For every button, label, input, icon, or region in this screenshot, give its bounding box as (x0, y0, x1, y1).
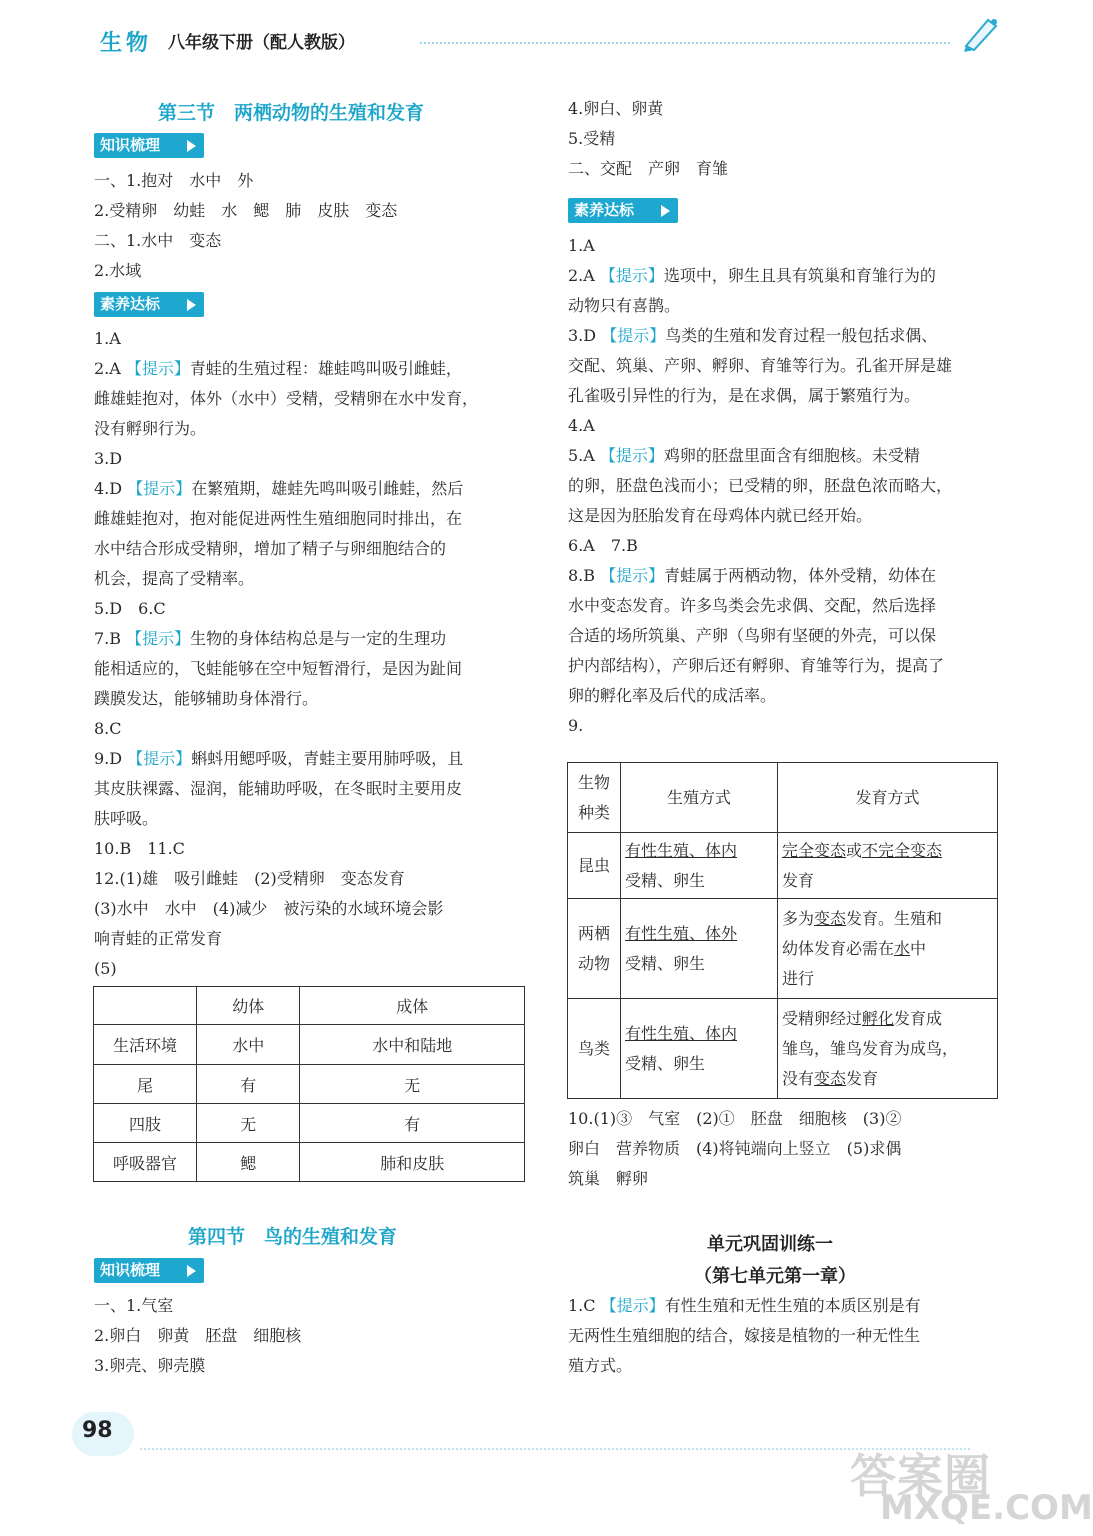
subject-title: 生物 (100, 31, 153, 56)
grade-edition: 八年级下册（配人教版） (168, 33, 355, 53)
answers-left: 1.A 2.A 【提示】青蛙的生殖过程：雄蛙鸣叫吸引雌蛙， 雌雄蛙抱对，体外（水中）受精，受精卵在水中发育， 没有孵卵行为。 3.D 4.D 【提示】在繁殖期，雄蛙先鸣叫吸引雌蛙，然后 雌雄蛙抱对，抱对能促进两性生殖细胞同时排出，在 水中结合形成受精卵，增加了精子与卵细胞结合的 机会，提高了受精率。 5.D 6.C 7.B 【提示】生物的身体结构总是与一定的生理功 能相适应的，飞蛙能够在空中短暂滑行，是因为趾间 蹼膜发达，能够辅助身体滑行。 8.C 9.D 【提示】蝌蚪用鳃呼吸，青蛙主要用肺呼吸，且 其皮肤裸露、湿润，能辅助呼吸，在冬眠时主要用皮 肤呼吸。 10.B 11.C 12.(1)雄 吸引雌蛙 (2)受精卵 变态发育 (3)水中 水中 (4)减少 被污染的水域环境会影 响青蛙的正常发育 (5) (94, 329, 479, 978)
tag-suyang-2: 素养达标 (568, 198, 678, 223)
answers-right: 1.A 2.A 【提示】选项中，卵生且具有筑巢和育雏行为的 动物只有喜鹊。 3.D 【提示】鸟类的生殖和发育过程一般包括求偶、 交配、筑巢、产卵、孵卵、育雏等行为。孔雀开屏是雄 孔雀吸引异性的行为，是在求偶，属于繁殖行为。 4.A 5.A 【提示】鸡卵的胚盘里面含有细胞核。未受精 的卵，胚盘色浅而小；已受精的卵，胚盘色浓而略大， 这是因为胚胎发育在母鸡体内就已经开始。 6.A 7.B 8.B 【提示】青蛙属于两栖动物，体外受精，幼体在 水中变态发育。许多鸟类会先求偶、交配，然后选择 合适的场所筑巢、产卵（鸟卵有坚硬的外壳，可以保 护内部结构），产卵后还有孵卵、育雏等行为，提高了 卵的孵化率及后代的成活率。 9. (568, 236, 953, 735)
frog-comparison-table: 幼体 成体 生活环境 水中 水中和陆地 尾 有 无 四肢 无 有 呼吸器官 鳃 肺和皮肤 (93, 986, 525, 1182)
table-row: 四肢 无 有 (94, 1104, 525, 1143)
section-3-title: 第三节 两栖动物的生殖和发育 (158, 102, 425, 124)
table-row: 两栖 动物 有性生殖、体外 受精、卵生 多为变态发育。生殖和 幼体发育必需在水中 进行 (568, 899, 998, 999)
page-number: 98 (82, 1418, 113, 1443)
footer-divider (140, 1448, 970, 1450)
unit-review-title: 单元巩固训练一 (707, 1234, 833, 1255)
play-arrow-icon (661, 205, 670, 217)
watermark-url: MXQE.COM (880, 1488, 1093, 1528)
tag-suyang-1: 素养达标 (94, 292, 204, 317)
header-divider (420, 42, 950, 44)
watermark-logo: 答案圈 (850, 1449, 991, 1503)
section-4-title: 第四节 鸟的生殖和发育 (188, 1226, 398, 1248)
knowledge-list-2: 一、1.气室 2.卵白 卵黄 胚盘 细胞核 3.卵壳、卵壳膜 (94, 1296, 302, 1375)
pen-icon (958, 12, 1002, 52)
table-row: 尾 有 无 (94, 1065, 525, 1104)
play-arrow-icon (187, 140, 196, 152)
knowledge-list-1: 一、1.抱对 水中 外 2.受精卵 幼蛙 水 鳃 肺 皮肤 变态 二、1.水中 变态 2.水域 (94, 171, 398, 280)
play-arrow-icon (187, 299, 196, 311)
answer-10: 10.(1)③ 气室 (2)① 胚盘 细胞核 (3)② 卵白 营养物质 (4)将钝端向上竖立 (5)求偶 筑巢 孵卵 (568, 1109, 902, 1188)
tag-zhishi-1: 知识梳理 (94, 133, 204, 158)
table-row: 鸟类 有性生殖、体内 受精、卵生 受精卵经过孵化发育成 雏鸟，雏鸟发育为成鸟， 没有变态发育 (568, 999, 998, 1099)
reproduction-table: 生物 种类 生殖方式 发育方式 昆虫 有性生殖、体内 受精、卵生 完全变态或不完全变态 发育 两栖 动物 有性生殖、体外 受精、卵生 多为变态发育。生殖和 幼体发育必需在水中 进行 鸟类 有性生殖、体内 受精、卵生 受精卵经过孵化发育成 雏鸟，雏鸟发育为成鸟， 没有变态发育 (567, 762, 998, 1099)
knowledge-list-right: 4.卵白、卵黄 5.受精 二、交配 产卵 育雏 (568, 99, 729, 178)
play-arrow-icon (187, 1265, 196, 1277)
unit-review-subtitle: （第七单元第一章） (694, 1266, 856, 1287)
table-row: 生活环境 水中 水中和陆地 (94, 1025, 525, 1065)
table-row: 呼吸器官 鳃 肺和皮肤 (94, 1143, 525, 1182)
unit-answers: 1.C 【提示】有性生殖和无性生殖的本质区别是有 无两性生殖细胞的结合，嫁接是植物的一种无性生 殖方式。 (568, 1296, 921, 1375)
table-row: 昆虫 有性生殖、体内 受精、卵生 完全变态或不完全变态 发育 (568, 833, 998, 899)
tag-zhishi-2: 知识梳理 (94, 1258, 204, 1283)
